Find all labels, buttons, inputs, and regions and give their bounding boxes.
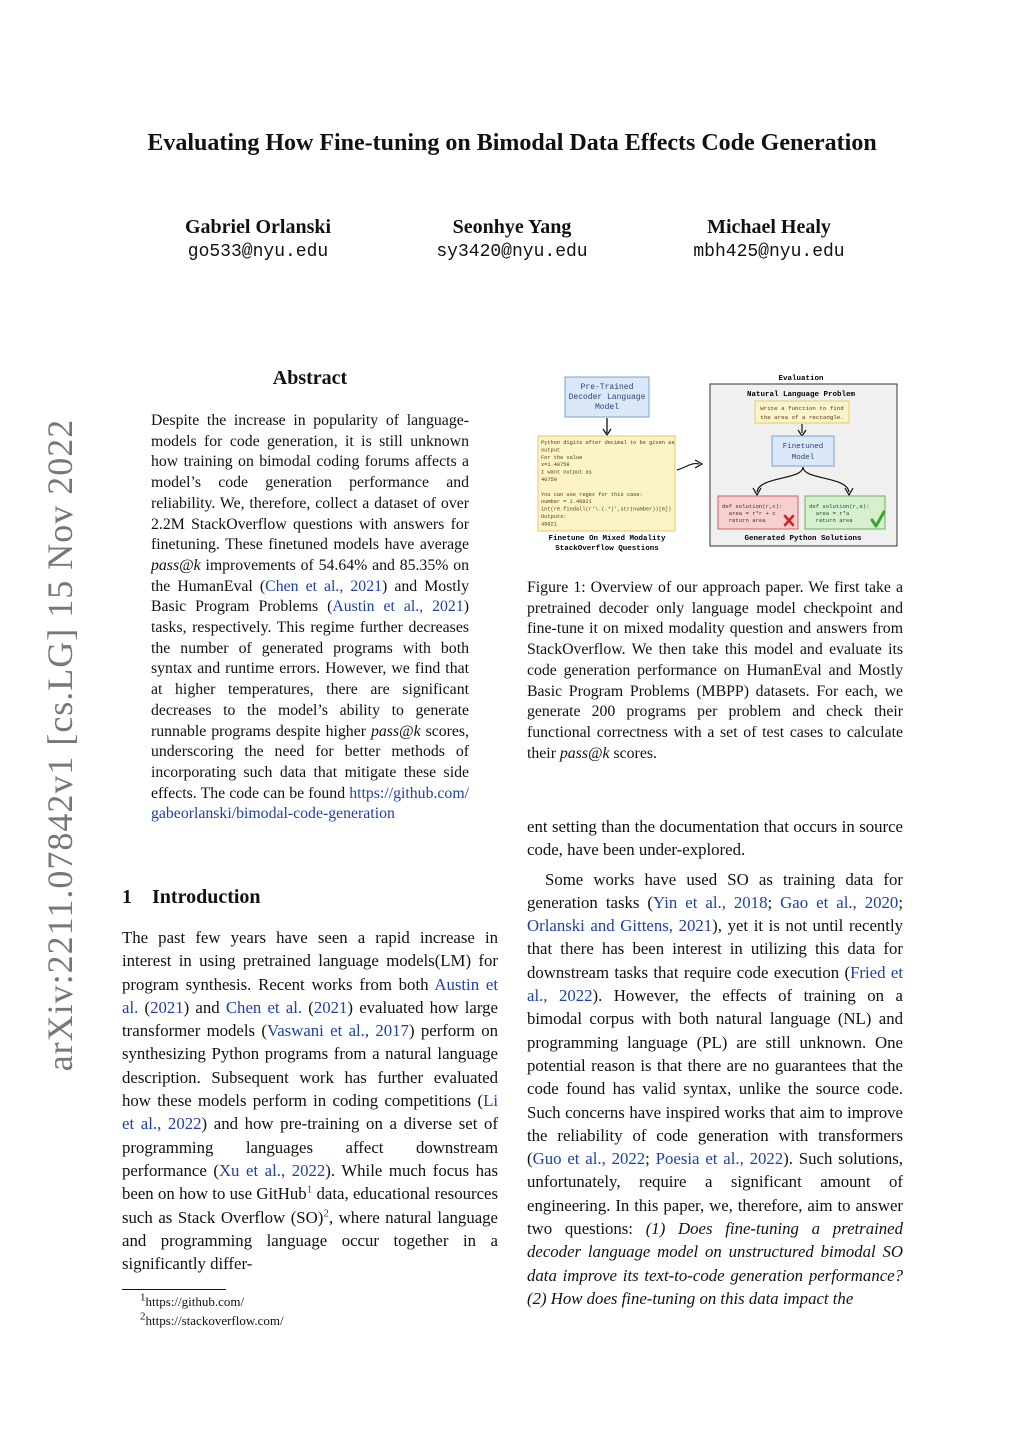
citation-link[interactable]: Orlanski and Gittens, 2021 <box>527 916 713 936</box>
finetuned-label-line: Model <box>791 454 815 462</box>
section-number: 1 <box>122 886 132 908</box>
so-box-line: number = 1.49921 <box>541 499 592 506</box>
nl-problem-line: Write a function to find <box>760 405 844 412</box>
author-email: go533@nyu.edu <box>187 242 329 262</box>
citation-year-link[interactable]: 2021 <box>150 997 184 1017</box>
evaluation-title: Evaluation <box>778 375 824 383</box>
pretrained-label-line: Decoder Language <box>568 393 646 402</box>
so-box-line: You can use regex for this case: <box>541 491 643 498</box>
so-box-line: 49921 <box>541 521 557 528</box>
body-text: ) perform on synthesizing Python programs from a natural language description. Subsequent work has further evaluated how these models perform in coding competitions ( <box>122 1021 498 1111</box>
figure-1-caption <box>527 578 903 764</box>
separator: ; <box>767 892 781 912</box>
section-heading-introduction <box>122 886 261 909</box>
footnote-mark: 1 <box>140 1291 146 1304</box>
body-text: , where natural language and programming language occur together in a significantly differ- <box>122 1207 499 1274</box>
code-url-link[interactable]: https://github.com/gabeorlanski/bimodal-code-generation <box>151 784 469 823</box>
body-text: Some works have used SO as training data for generation tasks ( <box>527 869 903 912</box>
citation-link[interactable]: Poesia et al., 2022 <box>655 1149 784 1169</box>
code-line: return area <box>809 517 853 524</box>
citation-link[interactable]: Chen et al. <box>225 997 303 1017</box>
author-name: Seonhye Yang <box>452 216 572 238</box>
research-question-1: (1) Does fine-tuning a pretrained decoder language model on unstructured bimodal SO data improve its text-to-code generation performance? <box>527 1219 903 1285</box>
citation-link[interactable]: Austin et al. <box>122 974 498 1017</box>
pass-at-k-metric: pass@k <box>370 722 421 740</box>
paper-title: Evaluating How Fine-tuning on Bimodal Data Effects Code Generation <box>147 130 877 156</box>
author-email: sy3420@nyu.edu <box>436 242 588 262</box>
research-question-2: (2) How does fine-tuning on this data impact the <box>527 1288 854 1308</box>
footnote-marker[interactable]: 1 <box>306 1183 313 1196</box>
caption-text: scores. <box>609 744 657 762</box>
code-line: area = r*r + c <box>722 510 776 517</box>
citation-link[interactable]: Austin et al., 2021 <box>332 598 464 616</box>
author-3 <box>639 214 899 264</box>
finetune-label-line: Finetune On Mixed Modality <box>548 535 666 543</box>
abstract-body <box>151 411 469 825</box>
author-name: Gabriel Orlanski <box>184 216 332 238</box>
body-text: ). However, the effects of training on a bimodal corpus with both natural language (NL) and programming language (PL) are still unknown. One potential reason is that there are no guarantees that the code found has valid syntax, unlike the source code. Such concerns have inspired works that aim to improve the reliability of code generation with transformers ( <box>527 986 903 1169</box>
citation-link[interactable]: Fried et al., 2022 <box>527 962 903 1006</box>
so-box-line: Python digits after decimal to be given as <box>541 440 675 446</box>
code-line: def solution(r,c): <box>722 503 783 510</box>
separator: ; <box>898 892 903 912</box>
so-box-line: I want output as <box>541 469 592 476</box>
abstract-heading: Abstract <box>272 367 348 389</box>
pretrained-label-line: Model <box>594 403 620 412</box>
so-box-line: For the value <box>541 454 583 461</box>
right-column-body <box>527 815 903 1310</box>
footnote-2 <box>140 1310 284 1329</box>
body-text: ), yet it is not until recently that there has been interest in utilizing this data for downstream tasks that require code execution ( <box>527 916 903 982</box>
body-text: ). Such solutions, unfortunately, require a significant amount of engineering. In this paper, we, therefore, aim to answer two questions: <box>527 1149 903 1239</box>
arxiv-id-text: arXiv:2211.07842v1 [cs.LG] 15 Nov 2022 <box>40 418 80 1072</box>
footnote-text: https://stackoverflow.com/ <box>145 1313 284 1328</box>
so-box-line: Outputs: <box>541 514 567 520</box>
citation-link[interactable]: Guo et al., 2022 <box>532 1149 646 1169</box>
abstract-text: improvements of 54.64% and 85.35% on the HumanEval ( <box>151 556 469 595</box>
author-1 <box>128 214 388 264</box>
nl-problem-line: the area of a rectangle. <box>760 414 844 421</box>
so-box-line: output <box>541 447 561 454</box>
introduction-body: The past few years have seen a rapid increase in interest in using pretrained language models(LM) for program synthesis. Recent works from both Austin et al. (2021) and Chen et al. (2021) evaluated how large transformer models (Vaswani et al., 2017) perform on synthesizing Python programs from a natural language description. Subsequent work has further evaluated how these models perform in coding competitions (Li et al., 2022) and how pre-training on a diverse set of programming languages affect downstream performance (Xu et al., 2022). While much focus has been on how to use GitHub$^1$ data, educational resources such as Stack Overflow (SO)$^2$, where natural language and programming language occur together in a significantly differ- <box>122 928 499 1274</box>
author-name: Michael Healy <box>707 216 831 238</box>
code-line: def solution(r,a): <box>809 503 870 510</box>
footnote-mark: 2 <box>140 1310 146 1323</box>
citation-link[interactable]: Xu et al., 2022 <box>218 1160 326 1180</box>
body-text: and <box>189 997 226 1017</box>
abstract-text: ) tasks, respectively. This regime further decreases the number of generated programs with both syntax and runtime errors. However, we find that at higher temperatures, there are significant decreases to the model’s ability to generate runnable programs despite higher <box>151 598 469 740</box>
finetune-label-line: StackOverflow Questions <box>555 545 659 553</box>
citation-link[interactable]: Gao et al., 2020 <box>780 892 899 912</box>
citation-link[interactable]: Yin et al., 2018 <box>653 892 768 912</box>
citation-link[interactable]: Li et al., 2022 <box>122 1091 498 1134</box>
curved-arrow-icon <box>677 464 699 470</box>
caption-text: Figure 1: Overview of our approach paper. We first take a pretrained decoder only language model checkpoint and fine-tune it on mixed modality question and answers from StackOverflow. We then take this model and evaluate its code generation performance on HumanEval and Mostly Basic Program Problems (MBPP) datasets. For each, we generate 200 programs per problem and check their functional correctness with a set of test cases to calculate their <box>527 579 903 762</box>
footnote-rule <box>122 1289 226 1290</box>
so-box-line: int(re.findall(r'\.(.*)',str(number))[0]) <box>541 506 672 513</box>
so-box-line: x=1.40759 <box>541 462 570 469</box>
footnote-1 <box>140 1291 245 1310</box>
body-text: ). While much focus has been on how to use GitHub <box>122 1160 498 1204</box>
body-text: ) and how pre-training on a diverse set of programming languages affect downstream performance ( <box>122 1114 498 1180</box>
code-line: return area <box>722 517 766 524</box>
code-line: area = r*a <box>809 510 850 517</box>
body-text: The past few years have seen a rapid increase in interest in using pretrained language models(LM) for program synthesis. Recent works from both <box>122 928 498 994</box>
paragraph: ent setting than the documentation that occurs in source code, have been under-explored. <box>527 817 903 860</box>
paragraph <box>527 868 903 1311</box>
generated-solutions-label: Generated Python Solutions <box>744 535 862 543</box>
citation-link[interactable]: Chen et al., 2021 <box>265 577 382 595</box>
figure-1-diagram <box>527 372 903 558</box>
pass-at-k-metric: pass@k <box>151 556 201 574</box>
abstract-text: Despite the increase in popularity of language-models for code generation, it is still unknown how training on bimodal coding forums affects a model’s code generation performance and reliability. We, therefore, collect a dataset of over 2.2M StackOverflow questions with answers for finetuning. These finetuned models have average <box>151 412 469 554</box>
footnote-text: https://github.com/ <box>145 1294 245 1309</box>
abstract-text: ) and Mostly Basic Program Problems ( <box>151 577 469 616</box>
arxiv-side-identifier <box>0 0 90 1448</box>
citation-link[interactable]: Vaswani et al., 2017 <box>266 1021 409 1041</box>
body-text: evaluated how large transformer models ( <box>122 997 498 1041</box>
nl-problem-title: Natural Language Problem <box>746 391 856 399</box>
separator: ; <box>645 1149 656 1169</box>
so-box-line: 40759 <box>541 477 557 483</box>
finetuned-label-line: Finetuned <box>782 443 824 451</box>
abstract-text: scores, underscoring the need for better methods of incorporating such data that mitigate these side effects. The code can be found <box>151 722 469 802</box>
citation-year-link[interactable]: 2021 <box>313 997 348 1017</box>
body-text: data, educational resources such as Stack Overflow (SO) <box>122 1184 498 1227</box>
section-title: Introduction <box>152 886 261 908</box>
author-email: mbh425@nyu.edu <box>693 242 845 262</box>
author-2 <box>382 214 642 264</box>
pretrained-label-line: Pre-Trained <box>580 383 634 392</box>
footnote-marker[interactable]: 2 <box>323 1206 329 1219</box>
pass-at-k-metric: pass@k <box>559 744 610 762</box>
